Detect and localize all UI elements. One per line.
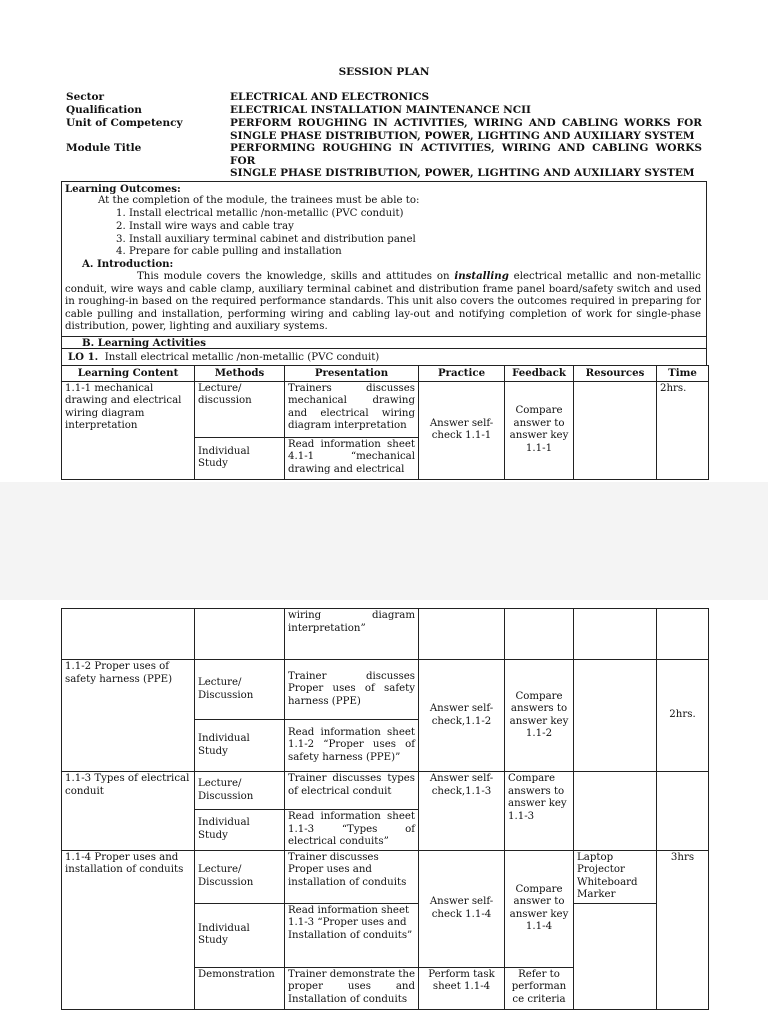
presentation-cell: Trainers discusses mechanical drawing and electrical wiring diagram interpretation bbox=[285, 381, 419, 437]
resources-cell bbox=[574, 772, 657, 851]
outcomes-intro: At the completion of the module, the trainees must be able to: bbox=[98, 195, 420, 206]
outcomes-heading: Learning Outcomes: bbox=[65, 183, 181, 195]
presentation-cell: Trainer discusses Proper uses of safety harness (PPE) bbox=[285, 660, 419, 720]
practice-cell: Perform task sheet 1.1-4 bbox=[419, 967, 505, 1009]
presentation-cell: wiring diagram interpretation” bbox=[285, 609, 419, 660]
activity-table-page-2 bbox=[61, 608, 709, 1010]
header-feedback: Feedback bbox=[505, 366, 574, 382]
module-label: Module Title bbox=[66, 142, 142, 154]
method-cell: Individual Study bbox=[195, 810, 285, 851]
outcome-item: 1. Install electrical metallic /non-metallic (PVC conduit) bbox=[116, 208, 404, 219]
presentation-cell: Read information sheet 1.1-3 “Proper uses and Installation of conduits” bbox=[285, 903, 419, 967]
learning-content-cell: 1.1-2 Proper uses of safety harness (PPE) bbox=[62, 660, 195, 772]
presentation-cell: Read information sheet 4.1-1 “mechanical drawing and electrical bbox=[285, 437, 419, 479]
unit-line-1: PERFORM ROUGHING IN ACTIVITIES, WIRING AND CABLING WORKS FOR bbox=[230, 117, 702, 129]
unit-label: Unit of Competency bbox=[66, 117, 183, 129]
header-time: Time bbox=[657, 366, 709, 382]
presentation-cell: Trainer demonstrate the proper uses and Installation of conduits bbox=[285, 967, 419, 1009]
feedback-cell: Compare answers to answer key 1.1-2 bbox=[505, 660, 574, 772]
method-cell: Lecture/ Discussion bbox=[195, 660, 285, 720]
outcome-item: 4. Prepare for cable pulling and installation bbox=[116, 246, 342, 257]
resource-item: Marker bbox=[577, 889, 616, 900]
page-title: SESSION PLAN bbox=[338, 66, 430, 78]
feedback-cell: Refer to performan ce criteria bbox=[505, 967, 574, 1009]
intro-lead: This module covers the knowledge, skills and attitudes on bbox=[137, 271, 455, 282]
learning-content-cell: 1.1-3 Types of electrical conduit bbox=[62, 772, 195, 851]
learning-content-cell bbox=[62, 609, 195, 660]
resources-cell bbox=[574, 850, 657, 903]
method-cell: Individual Study bbox=[195, 437, 285, 479]
learning-content-cell: 1.1-4 Proper uses and installation of conduits bbox=[62, 850, 195, 1009]
time-cell: 3hrs bbox=[657, 850, 709, 1009]
practice-cell: Answer self-check,1.1-2 bbox=[419, 660, 505, 772]
practice-cell: Answer self-check 1.1-1 bbox=[419, 381, 505, 479]
lo-row bbox=[61, 349, 707, 366]
outcome-item: 3. Install auxiliary terminal cabinet and distribution panel bbox=[116, 234, 416, 245]
qualification-value: ELECTRICAL INSTALLATION MAINTENANCE NCII bbox=[230, 104, 531, 116]
introduction-text bbox=[65, 270, 701, 334]
resources-cell bbox=[574, 903, 657, 1009]
method-cell: Lecture/ discussion bbox=[195, 381, 285, 437]
header-presentation: Presentation bbox=[285, 366, 419, 382]
feedback-cell: Compare answer to answer key 1.1-1 bbox=[505, 381, 574, 479]
header-practice: Practice bbox=[419, 366, 505, 382]
presentation-cell: Trainer discusses types of electrical conduit bbox=[285, 772, 419, 810]
time-cell: 2hrs. bbox=[657, 660, 709, 772]
presentation-cell: Trainer discusses Proper uses and installation of conduits bbox=[285, 850, 419, 903]
activities-heading: B. Learning Activities bbox=[82, 337, 206, 349]
method-cell: Lecture/ Discussion bbox=[195, 772, 285, 810]
module-line-2: SINGLE PHASE DISTRIBUTION, POWER, LIGHTING AND AUXILIARY SYSTEM bbox=[230, 167, 695, 179]
unit-value bbox=[230, 117, 702, 142]
unit-line-2: SINGLE PHASE DISTRIBUTION, POWER, LIGHTING AND AUXILIARY SYSTEM bbox=[230, 129, 695, 142]
resources-cell bbox=[574, 609, 657, 660]
resources-cell bbox=[574, 381, 657, 479]
method-cell: Demonstration bbox=[195, 967, 285, 1009]
lo-label: LO 1. bbox=[68, 351, 99, 363]
practice-cell bbox=[419, 609, 505, 660]
method-cell bbox=[195, 609, 285, 660]
learning-content-cell: 1.1-1 mechanical drawing and electrical wiring diagram interpretation bbox=[62, 381, 195, 479]
qualification-label: Qualification bbox=[66, 104, 142, 116]
method-cell: Lecture/ Discussion bbox=[195, 850, 285, 903]
intro-rest: electrical metallic and non-metallic conduit, wire ways and cable clamp, auxiliary terminal cabinet and distribution frame panel board/safety switch and used in roughing-in based on the required performance standards. This unit also covers the outcomes required in preparing for cable pulling and installation, performing wiring and cabling lay-out and notifying completion of work for single-phase distribution, power, lighting and auxiliary systems. bbox=[65, 271, 701, 333]
header-learning-content: Learning Content bbox=[62, 366, 195, 382]
learning-outcomes-box bbox=[61, 181, 707, 349]
feedback-cell: Compare answer to answer key 1.1-4 bbox=[505, 850, 574, 967]
header-resources: Resources bbox=[574, 366, 657, 382]
activity-table-page-1 bbox=[61, 365, 709, 480]
sector-value: ELECTRICAL AND ELECTRONICS bbox=[230, 91, 430, 103]
resource-item: Projector bbox=[577, 864, 625, 875]
time-cell: 2hrs. bbox=[657, 381, 709, 479]
module-value bbox=[230, 142, 702, 180]
lo-text: Install electrical metallic /non-metallic (PVC conduit) bbox=[104, 352, 380, 363]
outcome-item: 2. Install wire ways and cable tray bbox=[116, 221, 294, 232]
page-one bbox=[0, 0, 768, 482]
resource-item: Whiteboard bbox=[577, 876, 638, 888]
practice-cell: Answer self-check,1.1-3 bbox=[419, 772, 505, 851]
resource-item: Laptop bbox=[577, 851, 614, 863]
presentation-cell: Read information sheet 1.1-2 “Proper uses of safety harness (PPE)” bbox=[285, 720, 419, 772]
intro-emphasis: installing bbox=[454, 270, 509, 282]
method-cell: Individual Study bbox=[195, 720, 285, 772]
feedback-cell bbox=[505, 609, 574, 660]
module-line-1: PERFORMING ROUGHING IN ACTIVITIES, WIRING AND CABLING WORKS FOR bbox=[230, 142, 702, 167]
header-methods: Methods bbox=[195, 366, 285, 382]
feedback-cell: Compare answers to answer key 1.1-3 bbox=[505, 772, 574, 851]
sector-label: Sector bbox=[66, 91, 105, 103]
time-cell bbox=[657, 609, 709, 660]
resources-cell bbox=[574, 660, 657, 772]
time-cell bbox=[657, 772, 709, 851]
page-two bbox=[0, 600, 768, 1024]
method-cell: Individual Study bbox=[195, 903, 285, 967]
presentation-cell: Read information sheet 1.1-3 “Types of electrical conduits” bbox=[285, 810, 419, 851]
practice-cell: Answer self-check 1.1-4 bbox=[419, 850, 505, 967]
introduction-heading: A. Introduction: bbox=[82, 258, 174, 270]
